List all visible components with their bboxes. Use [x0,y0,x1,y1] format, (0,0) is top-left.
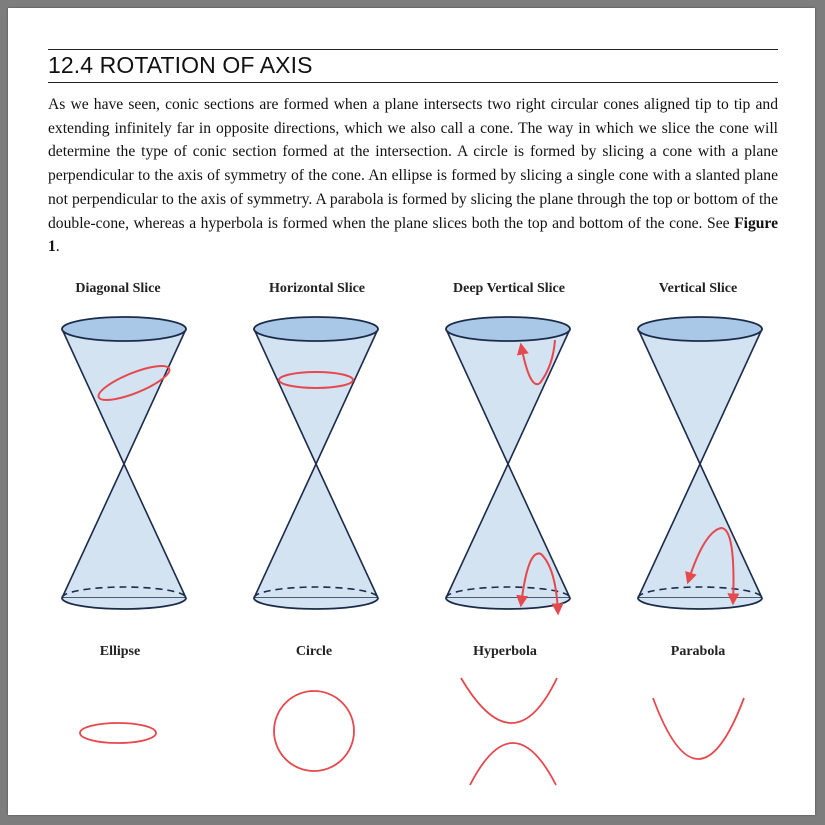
cone-diagonal [62,317,186,609]
figure-reference[interactable]: Figure 1 [48,214,778,256]
cone-horizontal [254,317,378,609]
section-title: 12.4 ROTATION OF AXIS [48,52,313,78]
paragraph-text: As we have seen, conic sections are formed when a plane intersects two right circular cones aligned tip to tip and extending infinitely far in opposite directions, which we also call a cone. The way in which we slice the cone will determine the type of conic section formed at the intersection. A circle is formed by slicing a cone with a plane perpendicular to the axis of symmetry of the cone. An ellipse is formed by slicing a single cone with a slanted plane not perpendicular to the axis of symmetry. A parabola is formed by slicing the plane through the top or bottom of the double-cone, whereas a hyperbola is formed when the plane slices both the top and bottom of the cone. See [48,96,778,232]
parabola-shape [653,698,744,759]
hyperbola-lower-branch [470,743,556,785]
hyperbola-upper-branch [461,678,557,723]
label-hyperbola: Hyperbola [473,644,537,659]
label-diagonal-slice: Diagonal Slice [75,281,161,296]
paragraph-end: . [55,238,60,256]
conic-sections-figure [8,8,815,815]
label-ellipse: Ellipse [99,644,141,659]
cone-deep-vertical [446,317,570,613]
label-parabola: Parabola [670,644,726,659]
circle-shape [274,691,354,771]
document-page [8,8,815,815]
label-vertical-slice: Vertical Slice [658,281,738,296]
label-circle: Circle [295,644,333,659]
label-deep-vertical-slice: Deep Vertical Slice [453,281,565,296]
ellipse-shape [80,723,156,743]
cone-vertical [638,317,762,609]
label-horizontal-slice: Horizontal Slice [268,281,366,296]
